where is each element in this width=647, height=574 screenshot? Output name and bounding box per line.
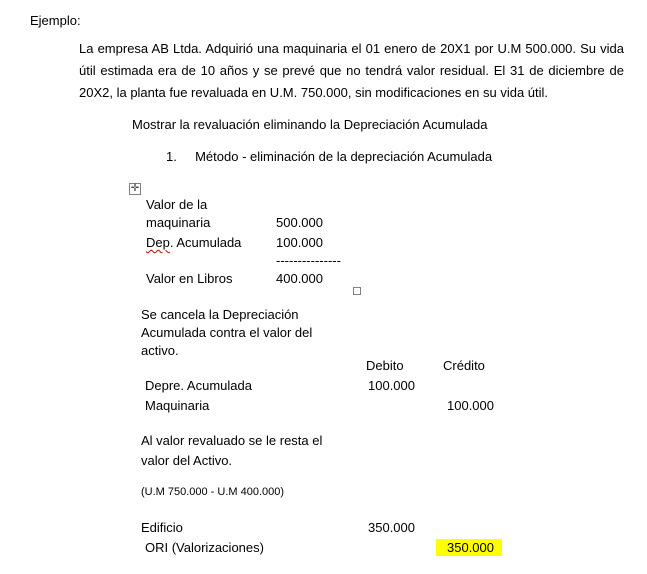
block2-row2-credit: 100.000 (447, 398, 494, 413)
credit-header: Crédito (443, 358, 485, 373)
list-item-text: Método - eliminación de la depreciación Acumulada (195, 149, 493, 164)
numbered-item (166, 147, 492, 167)
block3-formula: (U.M 750.000 - U.M 400.000) (141, 486, 285, 498)
highlighted-credit-wrap (436, 538, 502, 558)
block2-text-line3: activo. (141, 343, 179, 358)
table1-row2-label-wrap (146, 233, 241, 253)
table1-row1-value: 500.000 (276, 215, 323, 230)
table1-row3-value: 400.000 (276, 271, 323, 286)
block2-row1-debit: 100.000 (368, 378, 415, 393)
block2-text-line1: Se cancela la Depreciación (141, 307, 299, 322)
block3-row1-label: Edificio (141, 520, 183, 535)
block3-row2-label: ORI (Valorizaciones) (145, 540, 264, 555)
block2-row2-label: Maquinaria (145, 398, 210, 413)
debit-header: Debito (366, 358, 404, 373)
spellcheck-word: Dep (146, 235, 170, 250)
block3-row1-debit: 350.000 (368, 520, 415, 535)
table1-row2-value: 100.000 (276, 235, 323, 250)
example-heading: Ejemplo: (30, 13, 81, 28)
block3-text-line2: valor del Activo. (141, 453, 233, 468)
table1-row3-label: Valor en Libros (146, 271, 233, 286)
block3-text-line1: Al valor revaluado se le resta el (141, 433, 323, 448)
table1-row1-label-line2: maquinaria (146, 215, 211, 230)
example-paragraph: La empresa AB Ltda. Adquirió una maquinaria el 01 enero de 20X1 por U.M 500.000. Su vida útil estimada era de 10 años y se prevé que no tendrá valor residual. El 31 de diciembre de 20X2, la planta fue revaluada en U.M. 750.000, sin modificaciones en su vida útil. (79, 41, 624, 100)
table-move-handle-icon[interactable]: ✛ (130, 183, 140, 194)
list-number: 1. (166, 149, 177, 164)
table-resize-handle-icon[interactable] (353, 287, 361, 295)
subtitle: Mostrar la revaluación eliminando la Depreciación Acumulada (132, 117, 488, 132)
block2-row1-label: Depre. Acumulada (145, 378, 252, 393)
block3-row2-credit-highlighted: 350.000 (436, 539, 502, 556)
table1-row1-label-line1: Valor de la (146, 197, 208, 212)
table1-separator: --------------- (276, 253, 341, 268)
block2-text-line2: Acumulada contra el valor del (141, 325, 313, 340)
table1-row2-label-rest: . Acumulada (169, 235, 242, 250)
